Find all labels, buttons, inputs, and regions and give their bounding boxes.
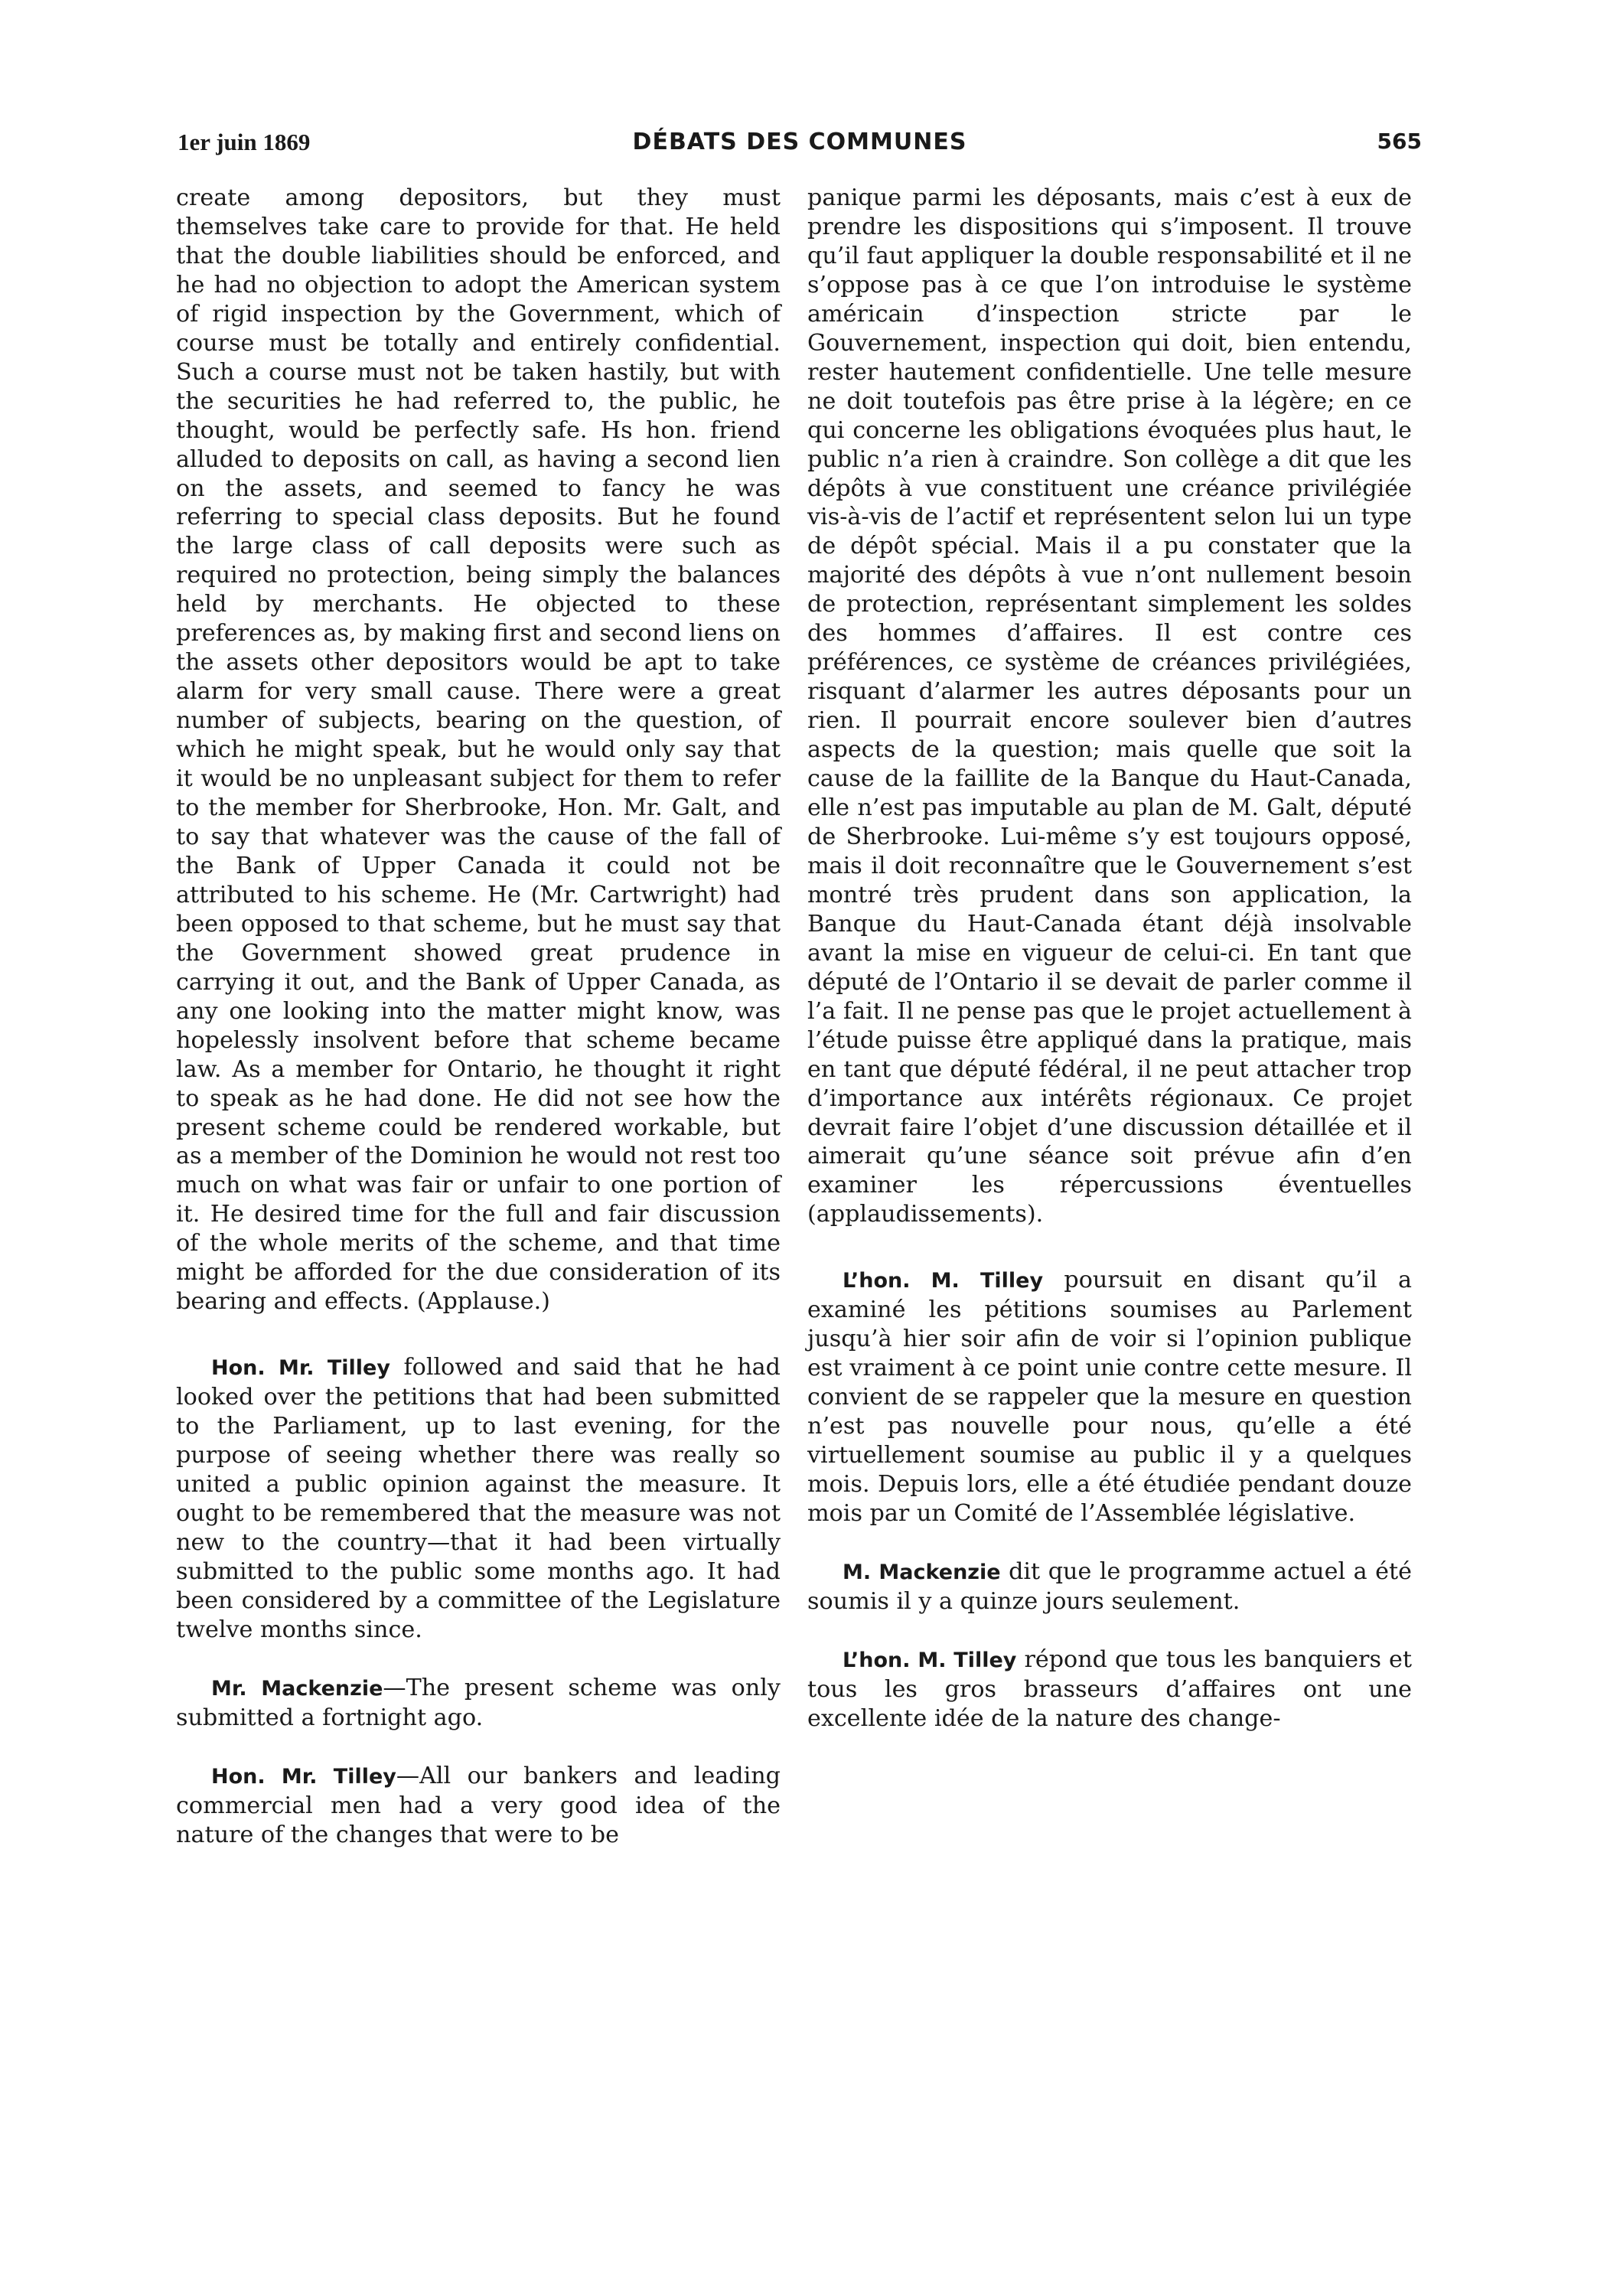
speaker-name: Hon. Mr. Tilley (211, 1356, 390, 1381)
speaker-name: L’hon. M. Tilley (843, 1648, 1017, 1672)
paragraph-gap (807, 1528, 1412, 1557)
speaker-name: Hon. Mr. Tilley (211, 1764, 396, 1789)
paragraph-cartwright-continued: create among depositors, but they must themselves take care to provide for that. He held that the double liabilities should be enforced, and he had no objection to adopt the American system of rigid inspection by the Government, which of course must be totally and entirely confidential. Such a course must not be taken hastily, but with the securities he had referred to, the public, he thought, would be perfectly safe. Hs hon. friend alluded to deposits on call, as having a second lien on the assets, and seemed to fancy he was referring to special class deposits. But he found the large class of call deposits were such as required no protection, being simply the balances held by merchants. He objected to these preferences as, by making first and second liens on the assets other depositors would be apt to take alarm for very small cause. There were a great number of subjects, bearing on the question, of which he might speak, but he would only say that it would be no unpleasant subject for them to refer to the member for Sherbrooke, Hon. Mr. Galt, and to say that whatever was the cause of the fall of the Bank of Upper Canada it could not be attributed to his scheme. He (Mr. Cartwright) had been opposed to that scheme, but he must say that the Government showed great prudence in carrying it out, and the Bank of Upper Canada, as any one looking into the matter might know, was hopelessly insolvent before that scheme became law. As a member for Ontario, he thought it right to speak as he had done. He did not see how the present scheme could be rendered workable, but as a member of the Dominion he would not rest too much on what was fair or unfair to one portion of it. He desired time for the full and fair discussion of the whole merits of the scheme, and that time might be afforded for the due consideration of its bearing and effects. (Applause.) (176, 184, 781, 1316)
page-number: 565 (1377, 129, 1422, 154)
speech-text: répond que tous les banquiers et tous les gros brasseurs d’affaires ont une excellente idée de la nature des change- (807, 1645, 1413, 1732)
english-column (176, 184, 781, 1849)
speech-text: —The present scheme was only submitted a fortnight ago. (176, 1674, 781, 1731)
speech-text: —All our bankers and leading commercial men had a very good idea of the nature of the changes that were to be (176, 1762, 781, 1848)
paragraph-gap (176, 1733, 781, 1762)
paragraph-tilley-1 (176, 1353, 781, 1645)
paragraph-gap (807, 1616, 1412, 1645)
paragraph-cartwright-continued-fr: panique parmi les déposants, mais c’est à eux de prendre les dispositions qui s’imposent. Il trouve qu’il faut appliquer la double responsabilité et il ne s’oppose pas à ce que l’on introduise le système américain d’inspection stricte par le Gouvernement, inspection qui doit, bien entendu, rester hautement confidentielle. Une telle mesure ne doit toutefois pas être prise à la légère; en ce qui concerne les obligations évoquées plus haut, le public n’a rien à craindre. Son collège a dit que les dépôts à vue constituent une créance privilégiée vis-à-vis de l’actif et représentent selon lui un type de dépôt spécial. Mais il a pu constater que la majorité des dépôts à vue n’ont nullement besoin de protection, représentant simplement les soldes des hommes d’affaires. Il est contre ces préférences, ce système de créances privilégiées, risquant d’alarmer les autres déposants pour un rien. Il pourrait encore soulever bien d’autres aspects de la question; mais quelle que soit la cause de la faillite de la Banque du Haut-Canada, elle n’est pas imputable au plan de M. Galt, député de Sherbrooke. Lui-même s’y est toujours opposé, mais il doit reconnaître que le Gouvernement s’est montré très prudent dans son application, la Banque du Haut-Canada étant déjà insolvable avant la mise en vigueur de celui-ci. En tant que député de l’Ontario il se devait de parler comme il l’a fait. Il ne pense pas que le projet actuellement à l’étude puisse être appliqué dans la pratique, mais en tant que député fédéral, il ne peut attacher trop d’importance aux intérêts régionaux. Ce projet devrait faire l’objet d’une discussion détaillée et il aimerait qu’une séance soit prévue afin d’en examiner les répercussions éventuelles (applaudissements). (807, 184, 1412, 1228)
french-column (807, 184, 1412, 1733)
speaker-name: L’hon. M. Tilley (843, 1269, 1044, 1293)
paragraph-tilley-1-fr (807, 1266, 1412, 1528)
speech-text: poursuit en disant qu’il a examiné les pétitions soumises au Parlement jusqu’à hier soir afin de voir si l’opinion publique est vraiment à ce point unie contre cette mesure. Il convient de se rappeler que la mesure en question n’est pas nouvelle pour nous, qu’elle a été virtuellement soumise au public il y a quelques mois. Depuis lors, elle a été étudiée pendant douze mois par un Comité de l’Assemblée législative. (807, 1267, 1412, 1527)
paragraph-tilley-2 (176, 1762, 781, 1850)
speaker-name: Mr. Mackenzie (211, 1676, 383, 1701)
paragraph-gap (807, 1229, 1412, 1266)
header-date: 1er juin 1869 (178, 129, 311, 155)
speech-text: dit que le programme actuel a été soumis il y a quinze jours seulement. (807, 1557, 1412, 1615)
speech-text: followed and said that he had looked over the petitions that had been submitted to the Parliament, up to last evening, for the purpose of seeing whether there was really so united a public opinion against the measure. It ought to be remembered that the measure was not new to the country—that it had been virtually submitted to the public some months ago. It had been considered by a committee of the Legislature twelve months since. (176, 1354, 781, 1643)
paragraph-gap (176, 1645, 781, 1674)
paragraph-gap (176, 1316, 781, 1353)
speaker-name: M. Mackenzie (843, 1560, 1001, 1584)
paragraph-tilley-2-fr (807, 1645, 1412, 1733)
header-title: DÉBATS DES COMMUNES (632, 129, 967, 155)
paragraph-mackenzie-fr (807, 1557, 1412, 1616)
paragraph-mackenzie (176, 1674, 781, 1733)
page-header (178, 129, 1422, 167)
